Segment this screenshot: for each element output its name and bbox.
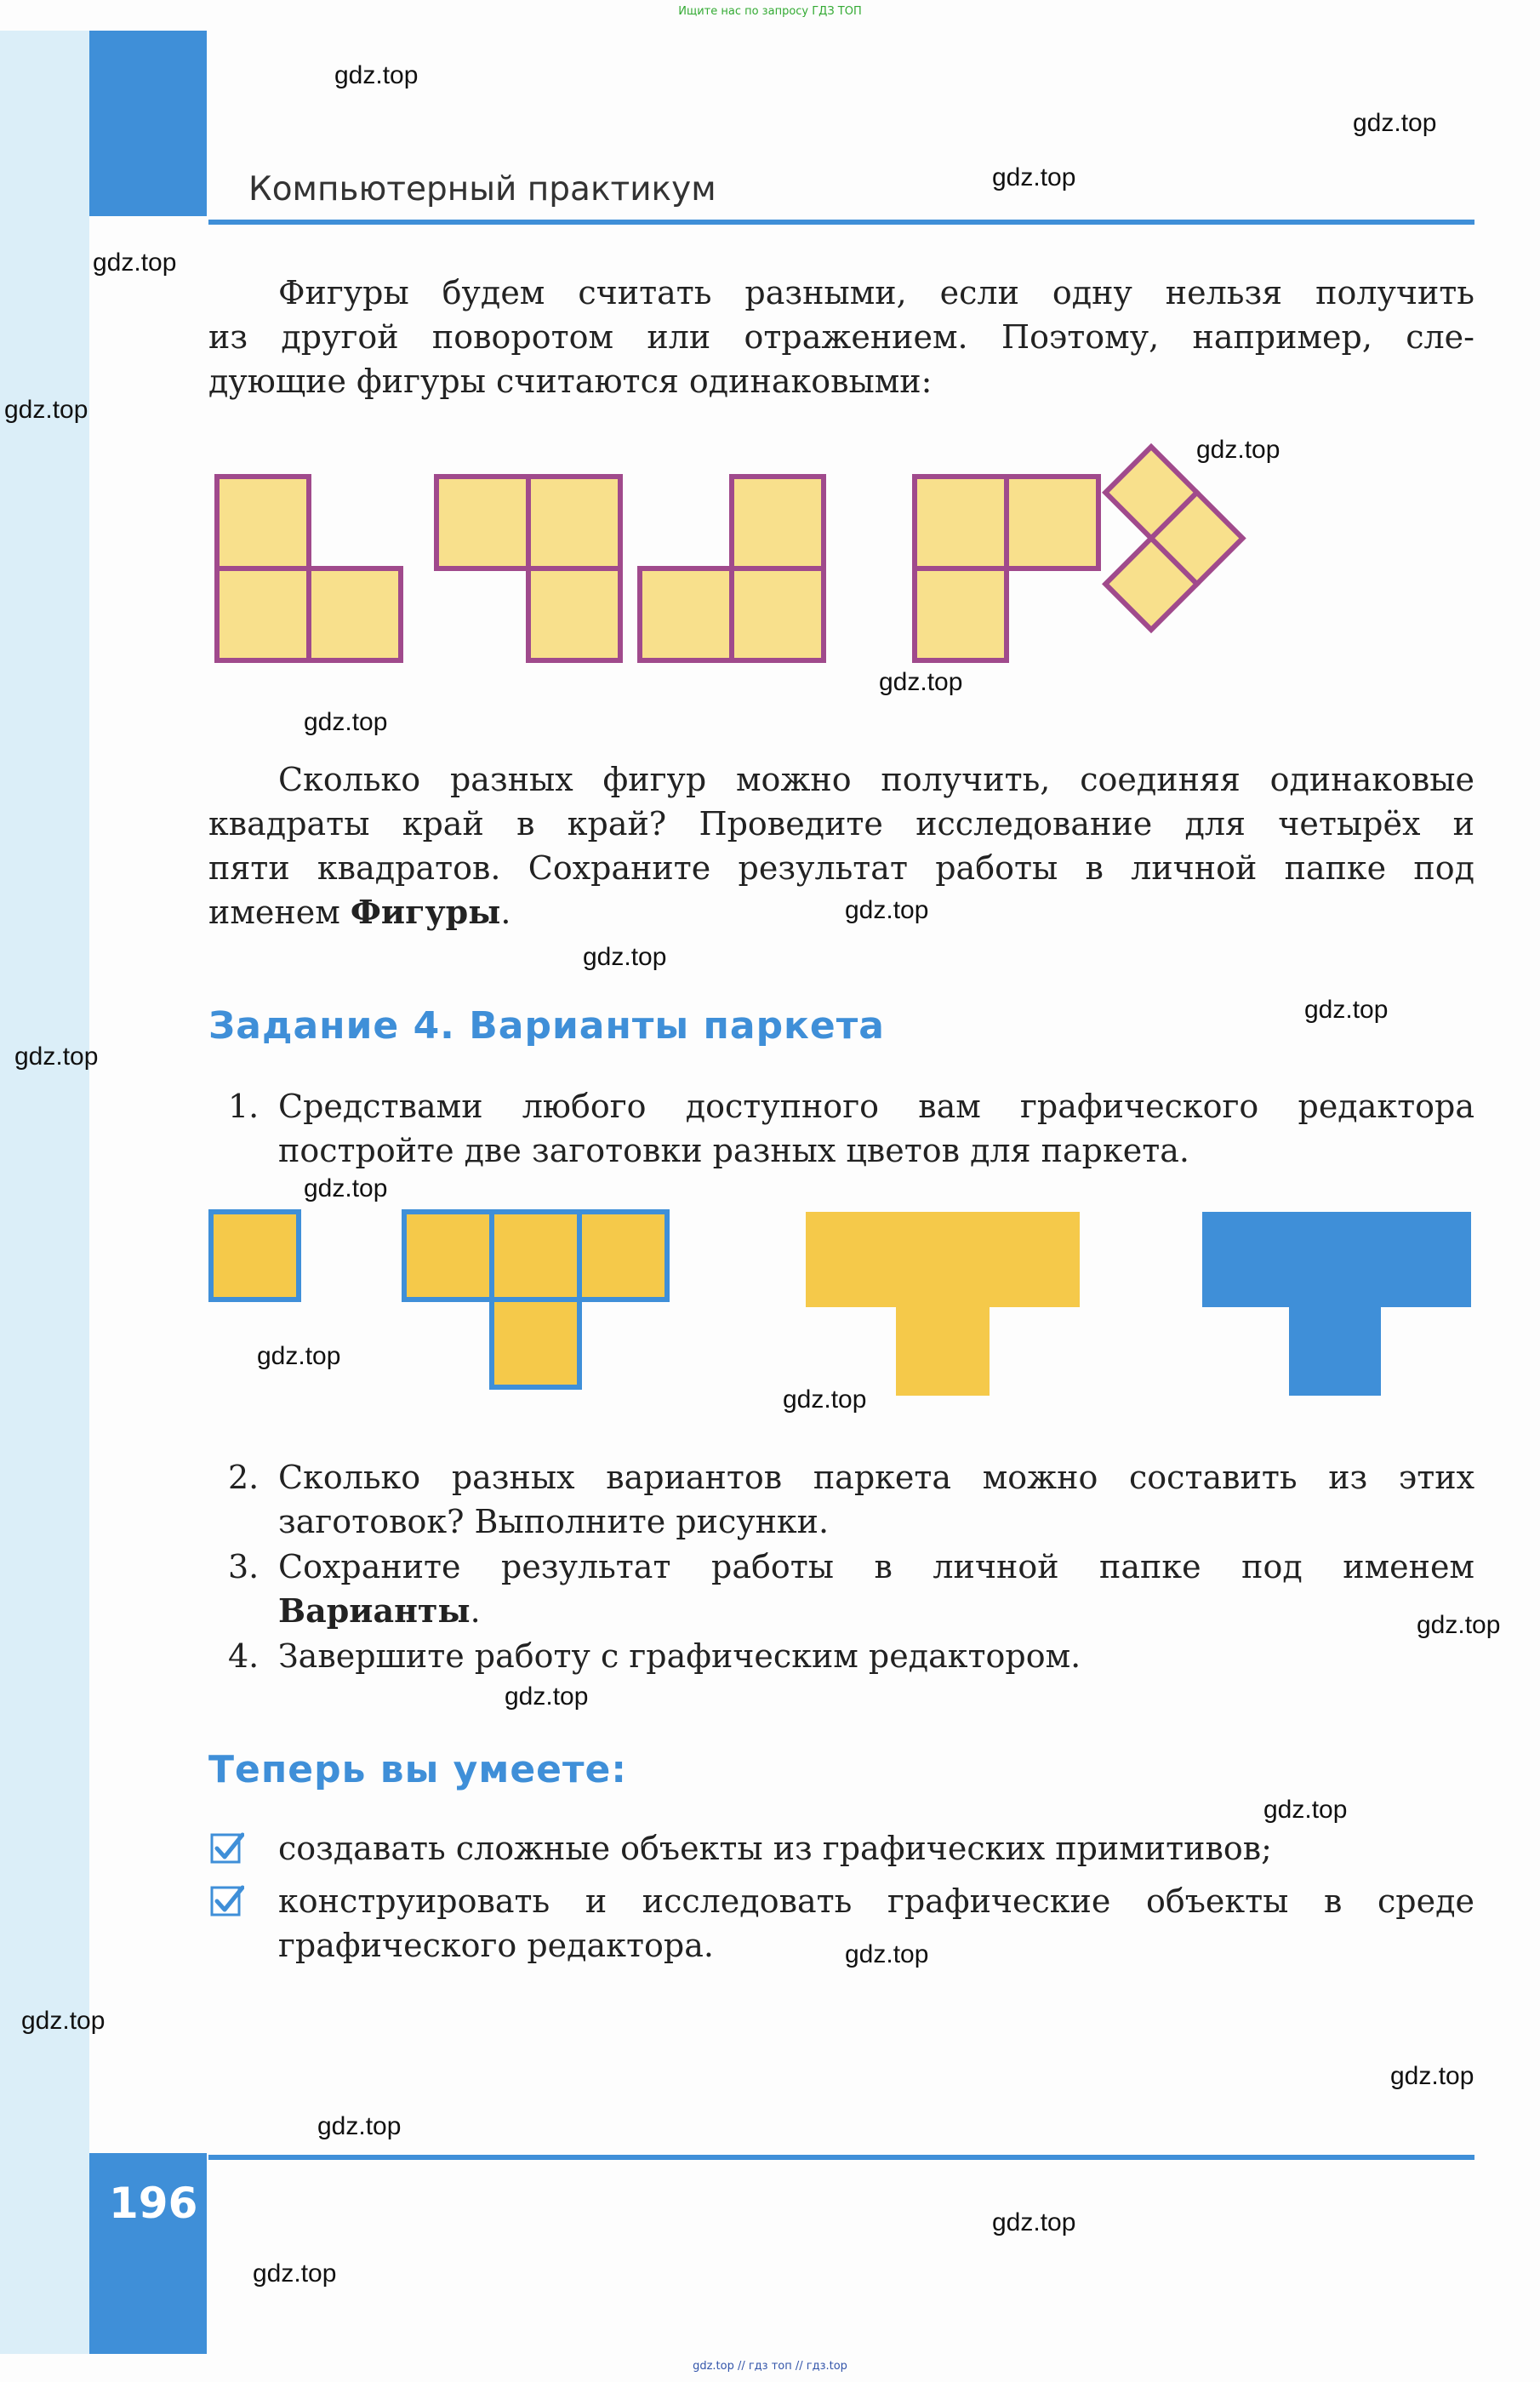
step-line: заготовок? Выполните рисунки. [278, 1503, 830, 1540]
step-number: 1. [228, 1088, 260, 1125]
intro-paragraph [208, 271, 1474, 403]
watermark: gdz.top [93, 248, 177, 277]
step-line: Сколько разных вариантов паркета можно составить из этих [278, 1459, 1474, 1496]
single-square-piece [211, 1212, 299, 1300]
step-line: Завершите работу с графическим редактором. [278, 1637, 1081, 1675]
folder-name-figures: Фигуры [350, 893, 501, 931]
watermark: gdz.top [14, 1042, 99, 1071]
watermark: gdz.top [1196, 436, 1280, 464]
watermark: gdz.top [505, 1682, 589, 1711]
watermark: gdz.top [879, 668, 963, 696]
watermark: gdz.top [992, 2208, 1076, 2236]
step-line: Средствами любого доступного вам графического редактора [278, 1088, 1474, 1125]
folder-name-variants: Варианты [278, 1591, 471, 1630]
figure-l-shape-3 [640, 477, 824, 660]
figure-l-shape-2 [436, 477, 620, 660]
step-text [278, 1084, 1474, 1173]
checkbox-checked-icon [210, 1884, 244, 1918]
left-margin-band [0, 31, 89, 2354]
watermark: gdz.top [257, 1342, 341, 1370]
question-line: пяти квадратов. Сохраните результат работы в личной папке под [208, 849, 1474, 887]
watermark: gdz.top [4, 396, 88, 424]
intro-line: дующие фигуры считаются одинаковыми: [208, 363, 933, 400]
step-line [278, 1589, 1474, 1633]
watermark: gdz.top [845, 896, 929, 924]
watermark: gdz.top [783, 1385, 867, 1414]
question-paragraph [208, 757, 1474, 934]
step-text [278, 1545, 1474, 1633]
step-line: Сохраните результат работы в личной папке под именем [278, 1548, 1474, 1585]
t-shape-piece-blue [1202, 1212, 1471, 1396]
header-rule [208, 220, 1474, 225]
question-line: Сколько разных фигур можно получить, соединяя одинаковые [278, 761, 1474, 798]
watermark: gdz.top [1353, 109, 1437, 137]
bottom-note: gdz.top // гдз топ // гдз.top [693, 2360, 847, 2373]
checkbox-checked-icon [210, 1831, 244, 1865]
skill-line: создавать сложные объекты из графических примитивов; [278, 1830, 1272, 1867]
section-header: Компьютерный практикум [248, 170, 716, 208]
watermark: gdz.top [1390, 2062, 1474, 2090]
watermark: gdz.top [334, 61, 419, 89]
question-last-prefix: именем [208, 894, 351, 931]
step-line: постройте две заготовки разных цветов для паркета. [278, 1132, 1189, 1169]
skills-heading: Теперь вы умеете: [208, 1748, 627, 1791]
watermark: gdz.top [1304, 996, 1389, 1024]
equivalent-figures-illustration [208, 430, 1476, 711]
step-number: 4. [228, 1637, 260, 1675]
header-tab [89, 31, 207, 216]
watermark: gdz.top [845, 1940, 929, 1968]
step-text [278, 1455, 1474, 1544]
parquet-pieces-illustration [208, 1208, 1476, 1404]
watermark: gdz.top [317, 2112, 402, 2140]
step-text [278, 1634, 1474, 1678]
page-number: 196 [109, 2179, 198, 2228]
question-last-suffix: . [500, 894, 511, 931]
figure-l-shape-1 [217, 477, 401, 660]
step-number: 3. [228, 1548, 260, 1585]
step-number: 2. [228, 1459, 260, 1496]
question-line [208, 890, 1474, 934]
top-note: Ищите нас по запросу ГДЗ ТОП [678, 5, 862, 18]
task-heading: Задание 4. Варианты паркета [208, 1004, 885, 1048]
watermark: gdz.top [992, 163, 1076, 191]
skill-text [278, 1826, 1474, 1871]
watermark: gdz.top [21, 2007, 106, 2035]
t-shape-piece-yellow [806, 1212, 1080, 1396]
watermark: gdz.top [304, 708, 388, 736]
question-line: квадраты край в край? Проведите исследование для четырёх и [208, 805, 1474, 843]
watermark: gdz.top [253, 2259, 337, 2288]
intro-line: Фигуры будем считать разными, если одну нельзя получить [278, 274, 1474, 311]
footer-rule [208, 2155, 1474, 2160]
watermark: gdz.top [304, 1174, 388, 1202]
skill-line: конструировать и исследовать графические объекты в среде [278, 1882, 1474, 1920]
t-shape-piece-outlined [404, 1212, 667, 1387]
watermark: gdz.top [1417, 1611, 1501, 1639]
intro-line: из другой поворотом или отражением. Поэтому, например, сле- [208, 318, 1474, 356]
watermark: gdz.top [583, 943, 667, 971]
figure-l-shape-4 [915, 477, 1098, 660]
watermark: gdz.top [1263, 1796, 1348, 1824]
step-line-suffix: . [470, 1592, 481, 1630]
skill-line: графического редактора. [278, 1927, 714, 1964]
